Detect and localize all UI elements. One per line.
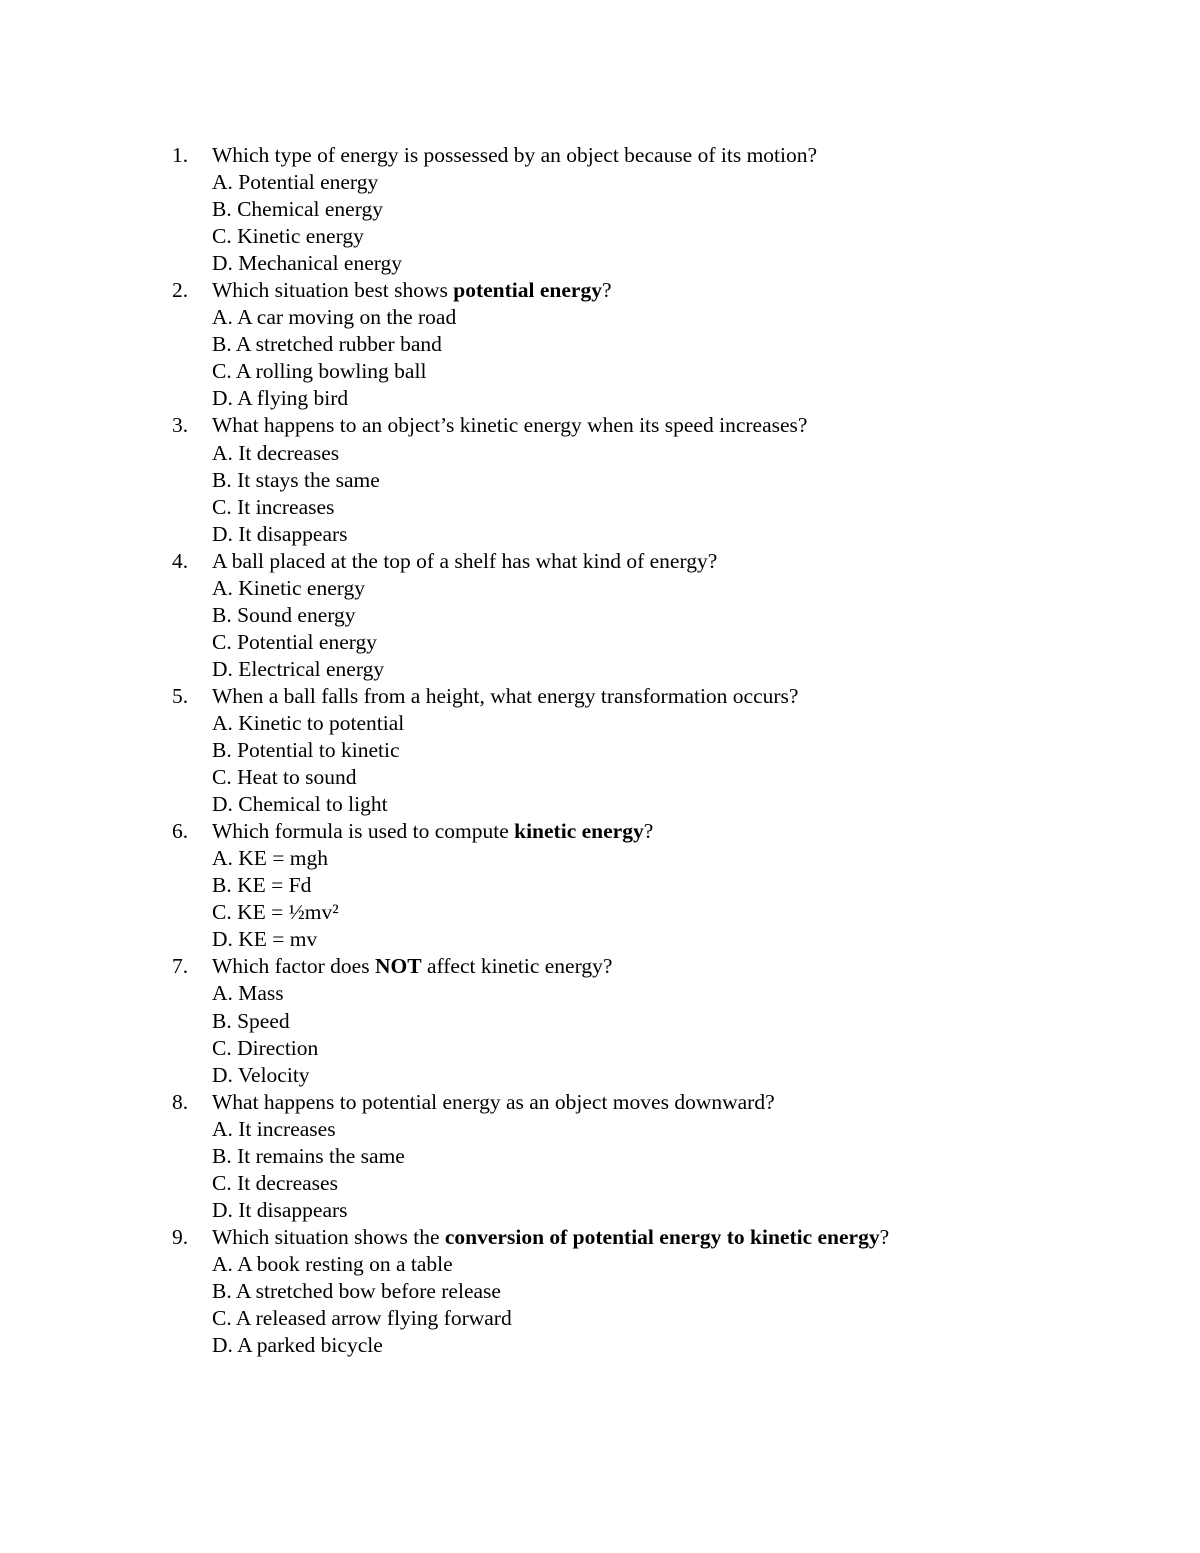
answer-option-a: A. A book resting on a table bbox=[212, 1251, 453, 1276]
question-text-part: ? bbox=[601, 278, 612, 303]
question-list bbox=[172, 142, 1072, 1359]
answer-option-a: A. KE = mgh bbox=[212, 846, 329, 871]
question-text-part: What happens to an object’s kinetic energy when its speed increases? bbox=[212, 413, 808, 438]
question-text bbox=[212, 1224, 889, 1251]
question-1 bbox=[172, 142, 1072, 277]
question-5 bbox=[172, 683, 1072, 818]
question-8 bbox=[172, 1089, 1072, 1224]
question-text-part: Which situation best shows bbox=[212, 278, 454, 303]
answer-option-b: B. A stretched bow before release bbox=[212, 1278, 501, 1303]
question-number: 6. bbox=[172, 819, 189, 844]
question-line bbox=[172, 548, 1072, 575]
answer-option-c: C. It increases bbox=[212, 494, 335, 519]
question-text bbox=[212, 818, 653, 845]
answer-option-d: D. Electrical energy bbox=[212, 656, 385, 681]
answer-option-a: A. Potential energy bbox=[212, 170, 379, 195]
answer-option-d: D. A flying bird bbox=[212, 386, 349, 411]
question-emphasis: kinetic energy bbox=[514, 819, 644, 844]
question-emphasis: NOT bbox=[374, 954, 422, 979]
answer-option-b: B. It stays the same bbox=[212, 467, 380, 492]
question-text-part: ? bbox=[643, 819, 654, 844]
answer-option-a: A. Mass bbox=[212, 981, 284, 1006]
question-emphasis: potential energy bbox=[453, 278, 602, 303]
answer-option-c: C. It decreases bbox=[212, 1170, 338, 1195]
answer-option-a: A. Kinetic energy bbox=[212, 575, 366, 600]
question-3 bbox=[172, 412, 1072, 547]
question-line bbox=[172, 818, 1072, 845]
question-text bbox=[212, 142, 817, 169]
answer-option-d: D. Velocity bbox=[212, 1062, 310, 1087]
answer-option-d: D. Mechanical energy bbox=[212, 251, 403, 276]
question-number: 8. bbox=[172, 1089, 189, 1114]
question-line bbox=[172, 142, 1072, 169]
question-2 bbox=[172, 277, 1072, 412]
answer-option-d: D. A parked bicycle bbox=[212, 1333, 383, 1358]
question-number: 1. bbox=[172, 143, 189, 167]
answer-option-d: D. It disappears bbox=[212, 1197, 348, 1222]
answer-option-b: B. Speed bbox=[212, 1008, 290, 1033]
question-line bbox=[172, 277, 1072, 304]
answer-option-a: A. It decreases bbox=[212, 440, 340, 465]
question-text bbox=[212, 412, 807, 439]
question-text bbox=[212, 548, 717, 575]
answer-option-d: D. KE = mv bbox=[212, 927, 318, 952]
answer-option-c: C. A released arrow flying forward bbox=[212, 1306, 512, 1331]
answer-option-d: D. It disappears bbox=[212, 521, 348, 546]
question-7 bbox=[172, 953, 1072, 1088]
question-number: 4. bbox=[172, 548, 189, 573]
answer-option-b: B. Potential to kinetic bbox=[212, 738, 400, 763]
answer-option-b: B. It remains the same bbox=[212, 1143, 405, 1168]
answer-option-b: B. Sound energy bbox=[212, 602, 356, 627]
question-line bbox=[172, 412, 1072, 439]
question-text-part: Which type of energy is possessed by an object because of its motion? bbox=[212, 143, 818, 167]
answer-option-c: C. Heat to sound bbox=[212, 765, 357, 790]
question-text bbox=[212, 953, 612, 980]
answer-option-b: B. KE = Fd bbox=[212, 873, 312, 898]
question-text-part: When a ball falls from a height, what energy transformation occurs? bbox=[212, 683, 799, 708]
answer-option-d: D. Chemical to light bbox=[212, 792, 388, 817]
question-line bbox=[172, 1089, 1072, 1116]
question-text bbox=[212, 277, 612, 304]
question-line bbox=[172, 683, 1072, 710]
question-text-part: ? bbox=[879, 1224, 890, 1249]
answer-option-c: C. KE = ½mv² bbox=[212, 900, 339, 925]
answer-option-c: C. Direction bbox=[212, 1035, 319, 1060]
answer-option-a: A. A car moving on the road bbox=[212, 305, 457, 330]
answer-option-c: C. Potential energy bbox=[212, 629, 378, 654]
question-text-part: Which situation shows the bbox=[212, 1224, 445, 1249]
question-text-part: Which formula is used to compute bbox=[212, 819, 515, 844]
question-text-part: Which factor does bbox=[212, 954, 375, 979]
answer-option-b: B. Chemical energy bbox=[212, 197, 383, 222]
answer-option-a: A. Kinetic to potential bbox=[212, 710, 405, 735]
question-number: 2. bbox=[172, 278, 189, 303]
question-line bbox=[172, 953, 1072, 980]
question-text bbox=[212, 683, 798, 710]
question-number: 3. bbox=[172, 413, 189, 438]
question-number: 9. bbox=[172, 1224, 189, 1249]
answer-option-c: C. Kinetic energy bbox=[212, 224, 364, 249]
question-text-part: A ball placed at the top of a shelf has what kind of energy? bbox=[212, 548, 718, 573]
answer-option-b: B. A stretched rubber band bbox=[212, 332, 442, 357]
question-6 bbox=[172, 818, 1072, 953]
question-emphasis: conversion of potential energy to kinetic energy bbox=[444, 1224, 880, 1249]
question-line bbox=[172, 1224, 1072, 1251]
question-9 bbox=[172, 1224, 1072, 1359]
answer-option-c: C. A rolling bowling ball bbox=[212, 359, 427, 384]
question-number: 7. bbox=[172, 954, 189, 979]
question-text-part: affect kinetic energy? bbox=[421, 954, 613, 979]
question-text bbox=[212, 1089, 775, 1116]
question-4 bbox=[172, 548, 1072, 683]
question-number: 5. bbox=[172, 683, 189, 708]
question-text-part: What happens to potential energy as an object moves downward? bbox=[212, 1089, 775, 1114]
answer-option-a: A. It increases bbox=[212, 1116, 336, 1141]
